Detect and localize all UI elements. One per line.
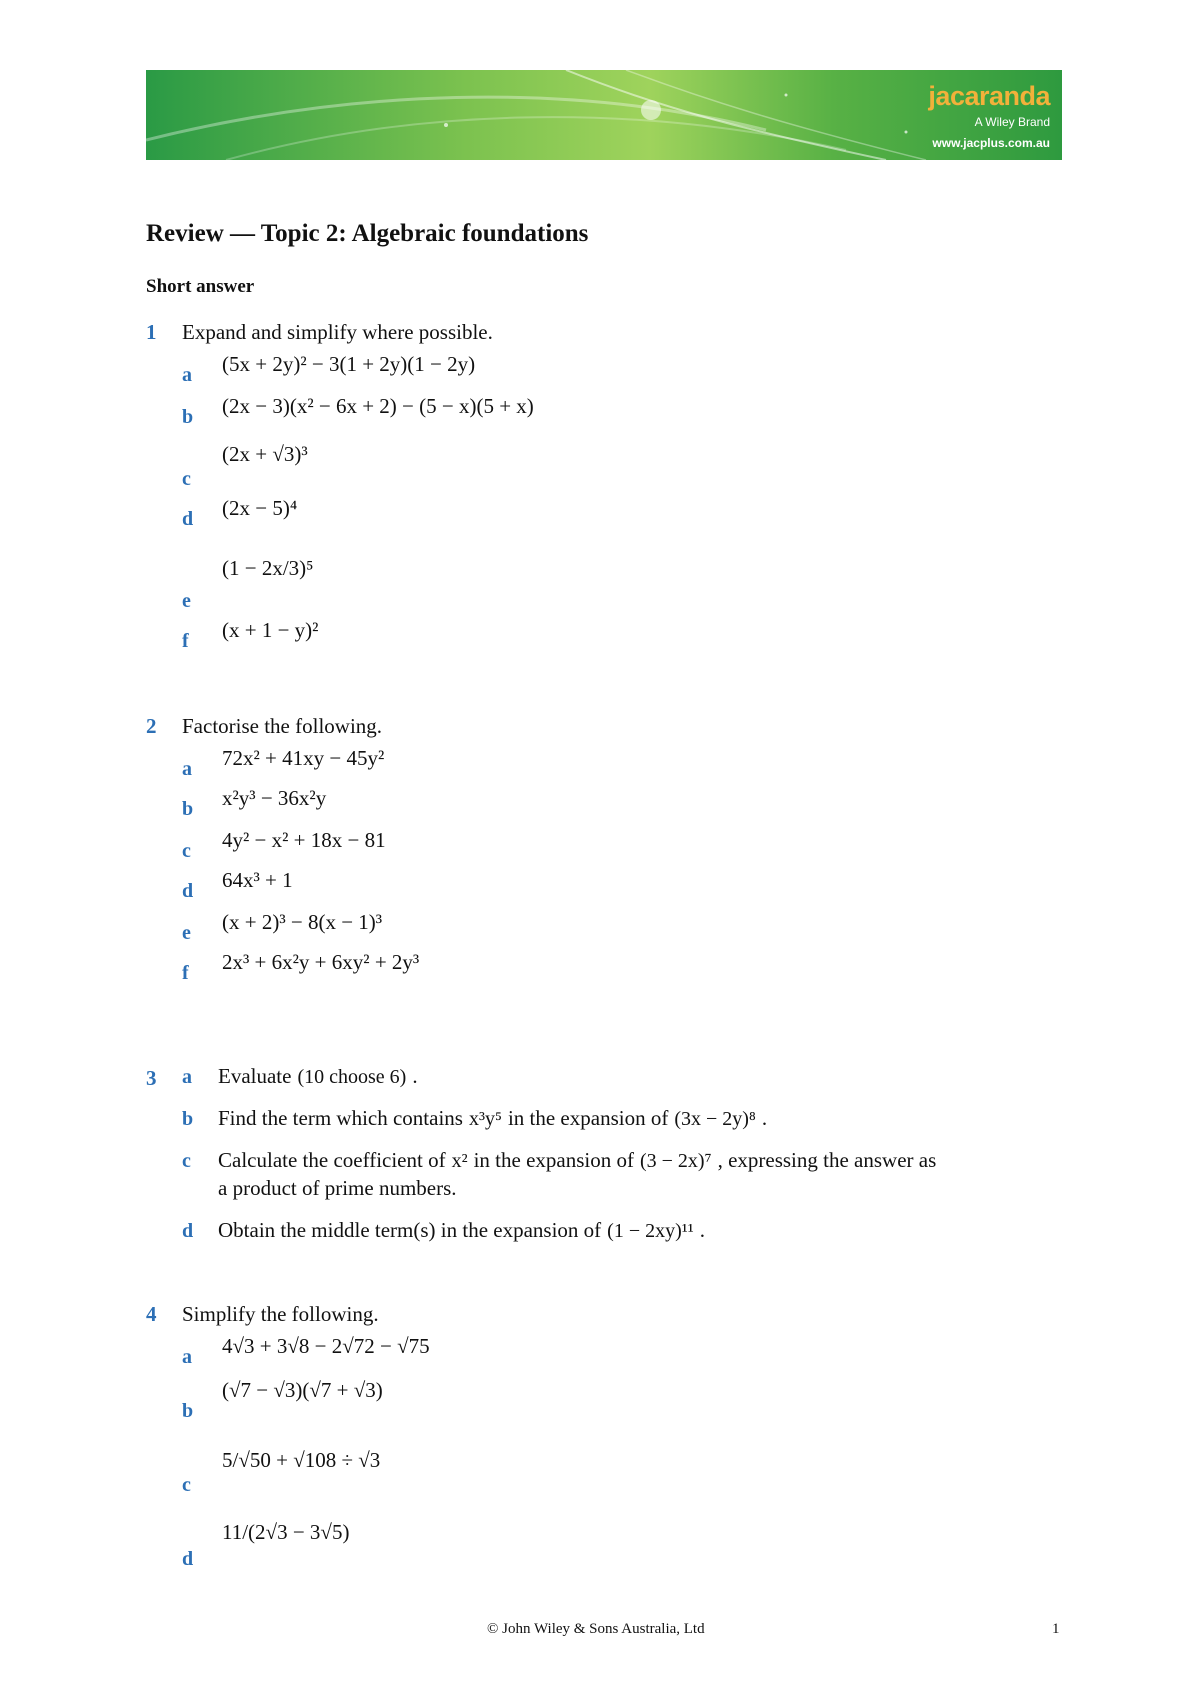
section-heading: Short answer — [146, 276, 255, 297]
part-label: b — [182, 1108, 194, 1130]
math-expression: (5x + 2y)² − 3(1 + 2y)(1 − 2y) — [222, 352, 476, 376]
part-label: f — [182, 962, 189, 984]
part-label: d — [182, 508, 194, 530]
math-expression: (2x − 3)(x² − 6x + 2) − (5 − x)(5 + x) — [222, 394, 534, 418]
part-text: Obtain the middle term(s) in the expansion of — [218, 1218, 602, 1242]
part-label: a — [182, 758, 192, 780]
math-inline: x³y⁵ — [468, 1108, 502, 1130]
part-label: d — [182, 1220, 194, 1242]
math-expression: 5/√50 + √108 ÷ √3 — [222, 1448, 381, 1472]
part-text: in the expansion of — [473, 1148, 634, 1172]
part-label: a — [182, 364, 192, 386]
math-inline: (3 − 2x)⁷ — [639, 1150, 712, 1172]
part-label: a — [182, 1346, 192, 1368]
part-text: Find the term which contains — [218, 1106, 463, 1130]
math-expression: (√7 − √3)(√7 + √3) — [222, 1378, 383, 1402]
part-label: c — [182, 468, 191, 490]
part-label: e — [182, 922, 191, 944]
math-expression: 2x³ + 6x²y + 6xy² + 2y³ — [222, 950, 420, 974]
question-number: 2 — [146, 714, 157, 738]
math-expression: 4√3 + 3√8 − 2√72 − √75 — [222, 1334, 430, 1358]
part-label: b — [182, 798, 194, 820]
part-label: c — [182, 1474, 191, 1496]
part-label: f — [182, 630, 189, 652]
math-expression: (2x − 5)⁴ — [222, 496, 298, 520]
part-label: b — [182, 1400, 194, 1422]
brand-url: www.jacplus.com.au — [932, 136, 1050, 150]
math-expression: 72x² + 41xy − 45y² — [222, 746, 385, 770]
part-label: d — [182, 1548, 194, 1570]
part-text: . — [412, 1064, 418, 1088]
math-inline: (10 choose 6) — [297, 1066, 407, 1088]
question-number: 1 — [146, 320, 157, 344]
header-banner — [146, 70, 1062, 160]
question-prompt: Expand and simplify where possible. — [182, 320, 493, 344]
part-text: , expressing the answer as — [717, 1148, 937, 1172]
part-text: in the expansion of — [507, 1106, 669, 1130]
part-label: c — [182, 1150, 191, 1172]
part-label: a — [182, 1066, 192, 1088]
math-expression: (1 − 2x/3)⁵ — [222, 556, 314, 580]
part-label: e — [182, 590, 191, 612]
question-part-text — [218, 1148, 936, 1173]
question-part-text — [218, 1064, 418, 1089]
math-expression: (x + 2)³ − 8(x − 1)³ — [222, 910, 383, 934]
brand-tagline: A Wiley Brand — [974, 115, 1050, 129]
part-label: d — [182, 880, 194, 902]
part-text: Evaluate — [218, 1064, 292, 1088]
part-label: b — [182, 406, 194, 428]
question-part-text — [218, 1106, 767, 1131]
question-prompt: Factorise the following. — [182, 714, 383, 738]
math-expression: (x + 1 − y)² — [222, 618, 319, 642]
math-expression: 11/(2√3 − 3√5) — [222, 1520, 350, 1544]
math-inline: x² — [451, 1150, 468, 1172]
math-expression: 4y² − x² + 18x − 81 — [222, 828, 386, 852]
page-title: Review — Topic 2: Algebraic foundations — [146, 220, 589, 247]
question-part-text — [218, 1218, 705, 1243]
question-number: 3 — [146, 1066, 157, 1090]
part-text: . — [699, 1218, 706, 1242]
math-expression: (2x + √3)³ — [222, 442, 308, 466]
part-text: Calculate the coefficient of — [218, 1148, 446, 1172]
math-inline: (1 − 2xy)¹¹ — [607, 1220, 694, 1242]
math-inline: (3x − 2y)⁸ — [674, 1108, 756, 1130]
part-label: c — [182, 840, 191, 862]
footer-copyright: © John Wiley & Sons Australia, Ltd — [487, 1621, 705, 1637]
question-prompt: Simplify the following. — [182, 1302, 379, 1326]
question-number: 4 — [146, 1302, 157, 1326]
math-expression: x²y³ − 36x²y — [222, 786, 327, 810]
brand-logo: jacaranda — [928, 81, 1050, 111]
part-text: . — [761, 1106, 768, 1130]
banner-light-streaks — [146, 70, 1062, 160]
part-text: a product of prime numbers. — [218, 1176, 457, 1200]
math-expression: 64x³ + 1 — [222, 868, 293, 892]
page-number: 1 — [1052, 1621, 1060, 1637]
